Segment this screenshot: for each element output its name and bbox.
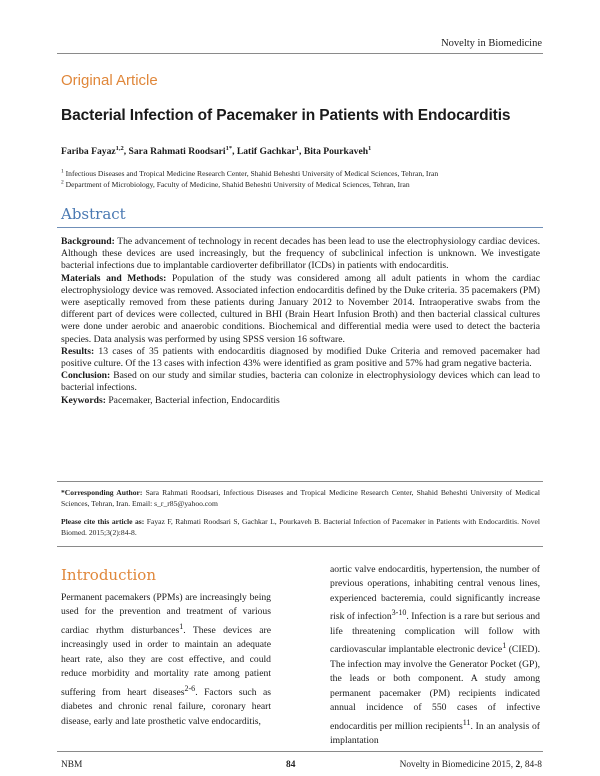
intro-text: Permanent pacemakers (PPMs) are increasingly being used for the prevention and treatment of various cardiac rhythm disturbances <box>61 592 271 637</box>
abstract-rule <box>57 227 543 228</box>
results-text: 13 cases of 35 patients with endocarditis diagnosed by modified Duke Criteria and removed pacemaker had positive culture. Of the 13 cases with infection 43% were identified as gram positive and 57% had gram negative bacteria. <box>61 345 540 370</box>
corresponding-label: *Corresponding Author: <box>61 488 143 497</box>
methods-text: Population of the study was considered among all adult patients in whom the cardiac electrophysiology device was removed. Associated infection endocarditis defined by the Duke criteria. 35 pacemakers (PM) were aseptically removed from these patients during January 2012 to November 2014. Intraoperative swabs from the different part of devices were collected, cultured in BHI (Brain Heart Infusion Broth) and then bacterial classical cultures were done under aerobic and anaerobic conditions. Biochemical and differential media were used to detect the bacteria species. Data analysis was performed by using SPSS version 16 software. <box>61 272 541 345</box>
citation-text: Fayaz F, Rahmati Roodsari S, Gachkar L, Pourkaveh B. Bacterial Infection of Pacemaker in Patients with Endocarditis. Novel Biomed. 2015;3(2):84-8. <box>61 517 540 537</box>
abstract-results <box>61 346 540 370</box>
keywords-text: Pacemaker, Bacterial infection, Endocarditis <box>108 394 280 406</box>
keywords-label: Keywords: <box>61 394 106 406</box>
author-name: Latif Gachkar <box>236 146 296 157</box>
citation-sup: 1 <box>179 621 184 631</box>
author-sep: , <box>299 146 304 157</box>
intro-text: . These devices are increasingly used in order to maintain an adequate heart rate, also they are cost effective, and could reduce morbidity and mortality rate among patient suffering from heart diseases <box>61 625 271 698</box>
author-name: Fariba Fayaz <box>61 146 116 157</box>
author-sep: , <box>123 146 129 157</box>
footer-pages: , 84-8 <box>520 760 542 770</box>
affiliation-num: 1 <box>61 168 64 175</box>
intro-text: . Factors such as diabetes and chronic renal failure, coronary heart disease, early and late prosthetic valve endocarditis, <box>61 686 271 727</box>
conclusion-text: Based on our study and similar studies, bacteria can colonize in electrophysiology devices which can lead to bacterial infections. <box>61 370 541 394</box>
author-sup: 1,2 <box>115 144 124 152</box>
methods-label: Materials and Methods: <box>61 272 167 284</box>
abstract-methods <box>61 273 540 346</box>
citation-sup: 1 <box>502 641 507 651</box>
footer-journal <box>400 760 542 770</box>
abstract-body <box>61 236 540 407</box>
footer-left: NBM <box>61 760 83 770</box>
notes-rule <box>57 481 543 482</box>
article-title: Bacterial Infection of Pacemaker in Patients with Endocarditis <box>61 107 511 124</box>
citation-sup: 3-10 <box>391 608 407 618</box>
conclusion-label: Conclusion: <box>61 370 111 382</box>
intro-text: . In an analysis of implantation <box>330 720 540 747</box>
author-sup: 1* <box>225 144 233 152</box>
corresponding-text: Sara Rahmati Roodsari, Infectious Diseases and Tropical Medicine Research Center, Shahid Beheshti University of Medical Sciences, Tehran, Iran. Email: s_r_r85@yahoo.com <box>61 488 540 508</box>
author-name: Sara Rahmati Roodsari <box>128 146 226 157</box>
citation-note <box>61 516 540 538</box>
affiliation-num: 2 <box>61 179 64 186</box>
header-rule <box>57 53 543 54</box>
affiliation-text: Infectious Diseases and Tropical Medicine Research Center, Shahid Beheshti University of Medical Sciences, Tehran, Iran <box>65 169 439 178</box>
intro-rule <box>57 546 543 547</box>
intro-text: (CIED). The infection may involve the Generator Pocket (GP), the leads or both component. A study among permanent pacemaker (PM) recipients indicated annual incidence of 550 cases of infective endocarditis per million recipients <box>330 644 540 732</box>
intro-column-left <box>61 591 271 729</box>
author-sup: 1 <box>368 144 372 152</box>
intro-column-right <box>330 563 540 749</box>
footer-journal-text: Novelty in Biomedicine 2015, <box>399 760 514 770</box>
author-sep: , <box>232 146 237 157</box>
page-number <box>286 760 295 770</box>
corresponding-author <box>61 487 540 509</box>
running-head: Novelty in Biomedicine <box>441 38 542 49</box>
abstract-heading: Abstract <box>61 205 126 223</box>
introduction-heading: Introduction <box>61 566 156 584</box>
author-list <box>61 146 371 157</box>
author-sup: 1 <box>295 144 300 152</box>
citation-sup: 11 <box>462 717 471 727</box>
footer-rule <box>57 751 543 752</box>
abstract-keywords <box>61 395 540 407</box>
intro-text: aortic valve endocarditis, hypertension, the number of previous operations, inhabiting central venous lines, experienced bacteremia, could significantly increase risk of infection <box>330 564 540 623</box>
footer-volume: 2 <box>515 760 521 770</box>
background-text: The advancement of technology in recent decades has been lead to use the electrophysiology cardiac devices. Although these devices are used increasingly, but the frequency of subclinical infection is unknown. We investigate bacterial infections due to implantable cardioverter defibrillator (ICDs) in patients with endocarditis. <box>61 236 540 272</box>
intro-paragraph <box>330 563 540 749</box>
affiliation-text: Department of Microbiology, Faculty of Medicine, Shahid Beheshti University of Medical Sciences, Tehran, Iran <box>65 180 410 189</box>
citation-sup: 2-6 <box>184 683 196 693</box>
article-type: Original Article <box>61 72 158 89</box>
author-name: Bita Pourkaveh <box>303 146 369 157</box>
affiliation <box>61 180 410 189</box>
results-label: Results: <box>61 345 95 357</box>
abstract-background <box>61 236 540 273</box>
citation-label: Please cite this article as: <box>61 517 145 526</box>
abstract-conclusion <box>61 370 540 394</box>
background-label: Background: <box>61 236 115 247</box>
affiliation <box>61 169 438 178</box>
intro-text: . Infection is a rare but serious and life threatening complication will follow with cardiovascular implantable electronic device <box>330 611 540 656</box>
intro-paragraph <box>61 591 271 729</box>
page-number-text: 84 <box>286 760 296 770</box>
